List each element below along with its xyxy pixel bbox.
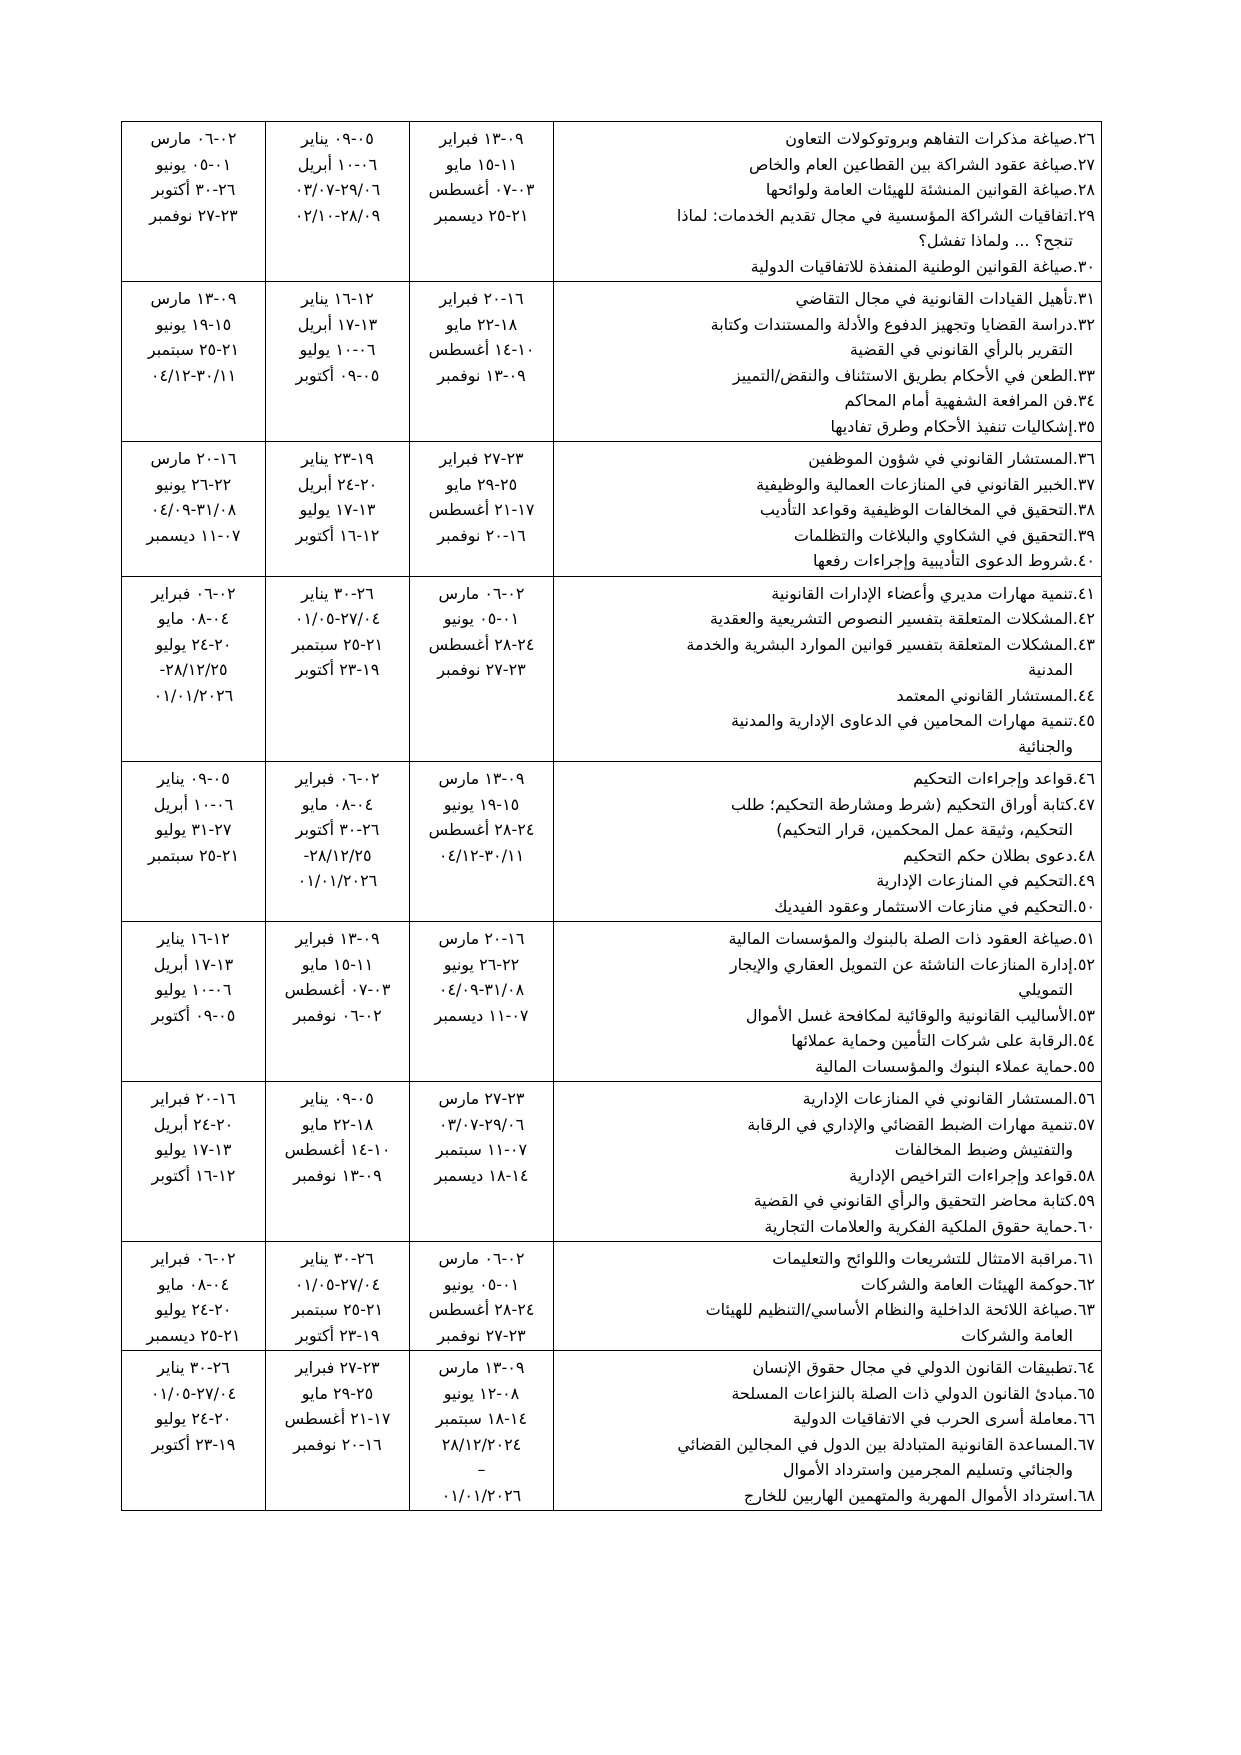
course-number: ٣١.	[1072, 289, 1095, 308]
schedule-block	[122, 1082, 1102, 1242]
schedule-block	[122, 922, 1102, 1082]
session-date: ٢٠-٢٤ يوليو	[155, 1300, 232, 1319]
session-date: ٢٧/٠٤-٠١/٠٥	[150, 1383, 237, 1403]
course-item	[560, 792, 1095, 818]
course-item	[560, 708, 1095, 734]
course-title: قواعد وإجراءات التحكيم	[913, 769, 1073, 788]
course-item	[560, 1028, 1095, 1054]
session-dates-cell	[410, 282, 554, 442]
course-title: تنمية مهارات مديري وأعضاء الإدارات القانونية	[771, 583, 1073, 603]
session-date: ١٠-١٤ أغسطس	[428, 340, 535, 359]
course-item	[560, 683, 1095, 709]
course-title: فن المرافعة الشفهية أمام المحاكم	[844, 391, 1073, 410]
course-number: ٦٥.	[1072, 1383, 1095, 1403]
session-date: ٢٨/١٢/٢٥-	[159, 660, 228, 679]
course-item	[560, 126, 1095, 152]
course-number: ٤٧.	[1072, 794, 1095, 814]
session-date: ١٦-٢٠ نوفمبر	[293, 1434, 382, 1454]
course-number: ٥٣.	[1072, 1005, 1095, 1025]
course-item	[560, 1483, 1095, 1509]
course-list-cell	[554, 922, 1102, 1082]
session-date: ٠٥-٠٩ أكتوبر	[295, 365, 380, 385]
course-number: ٣٤.	[1072, 391, 1095, 410]
course-number: ٥٦.	[1072, 1089, 1095, 1108]
session-dates-cell	[410, 576, 554, 762]
session-date: ١٨-٢٢ مايو	[445, 314, 518, 334]
course-schedule-table	[121, 121, 1102, 1511]
course-title-continuation: التمويلي	[1018, 980, 1073, 999]
course-number: ٥٢.	[1072, 954, 1095, 974]
course-title: كتابة محاضر التحقيق والرأي القانوني في القضية	[753, 1191, 1073, 1210]
session-date: ١٩-٢٣ أكتوبر	[295, 660, 380, 679]
session-dates-cell	[266, 1082, 410, 1242]
session-date: ١١-١٥ مايو	[301, 954, 374, 974]
course-title-continuation: المدنية	[1028, 660, 1073, 679]
course-title: المستشار القانوني المعتمد	[896, 685, 1073, 705]
session-date: ٢١-٢٥ سبتمبر	[147, 845, 240, 865]
course-title: التحكيم في منازعات الاستثمار وعقود الفيديك	[774, 896, 1073, 916]
course-list-cell	[554, 576, 1102, 762]
session-date: ٢١-٢٥ ديسمبر	[434, 205, 529, 225]
course-list-cell	[554, 762, 1102, 922]
session-date: ٢٩/٠٦-٠٣/٠٧	[294, 180, 381, 199]
session-date: ٠١/٠١/٢٠٢٦	[441, 1485, 522, 1505]
session-date: ١٩-٢٣ أكتوبر	[151, 1434, 236, 1454]
session-date: ٠٢-٠٦ فبراير	[295, 769, 380, 788]
course-title: صياغة القوانين الوطنية المنفذة للاتفاقيات الدولية	[750, 256, 1073, 276]
course-number: ٣٣.	[1072, 365, 1095, 385]
session-date: ١٧-٢١ أغسطس	[428, 500, 535, 519]
session-date: ٠٥-٠٩ يناير	[157, 769, 230, 788]
course-item	[560, 1188, 1095, 1214]
course-number: ٢٨.	[1072, 180, 1095, 199]
session-dates-cell	[122, 122, 266, 282]
session-dates-cell	[410, 1351, 554, 1511]
session-date: ١٠-١٤ أغسطس	[284, 1140, 391, 1159]
session-dates-cell	[266, 122, 410, 282]
session-date: ١٣-١٧ يوليو	[299, 500, 376, 519]
course-number: ٥١.	[1072, 929, 1095, 948]
session-date: ٠٥-٠٩ أكتوبر	[151, 1005, 236, 1025]
session-date: ٢٦-٣٠ يناير	[301, 1249, 374, 1268]
course-title: التحقيق في الشكاوي والبلاغات والتظلمات	[793, 525, 1073, 545]
course-item	[560, 1432, 1095, 1458]
session-date: ٢٣-٢٧ فبراير	[439, 449, 524, 468]
session-date: ٢٧/٠٤-٠١/٠٥	[294, 609, 381, 628]
session-dates-cell	[266, 576, 410, 762]
course-title: حماية عملاء البنوك والمؤسسات المالية	[815, 1056, 1073, 1076]
session-date: ١٣-١٧ أبريل	[153, 954, 234, 974]
course-item	[560, 952, 1095, 978]
session-date: ٠٩-١٣ مارس	[438, 769, 525, 788]
session-date: ٢٦-٣٠ يناير	[301, 583, 374, 603]
session-date: ٢١-٢٥ سبتمبر	[147, 340, 240, 359]
course-number: ٦٦.	[1072, 1409, 1095, 1428]
session-date: –	[477, 1460, 486, 1479]
session-dates-cell	[410, 1242, 554, 1351]
session-date: ١٢-١٦ يناير	[157, 929, 230, 948]
session-date: ٠٩-١٣ نوفمبر	[437, 365, 526, 385]
course-title: صياغة اللائحة الداخلية والنظام الأساسي/التنظيم للهيئات	[705, 1300, 1073, 1319]
session-date: ٠٢-٠٦ فبراير	[151, 1249, 236, 1268]
course-list-cell	[554, 442, 1102, 577]
course-item	[560, 1246, 1095, 1272]
course-number: ٦٢.	[1072, 1274, 1095, 1294]
session-date: ١٢-١٦ أكتوبر	[151, 1165, 236, 1185]
course-title: إشكاليات تنفيذ الأحكام وطرق تفاديها	[830, 416, 1073, 436]
course-title-continuation: التقرير بالرأي القانوني في القضية	[849, 340, 1073, 359]
session-date: ٠١-٠٥ يونيو	[443, 1274, 520, 1294]
course-title: المستشار القانوني في شؤون الموظفين	[808, 449, 1073, 468]
course-item	[560, 926, 1095, 952]
course-list-cell	[554, 1242, 1102, 1351]
session-date: ١٦-٢٠ فبراير	[151, 1089, 236, 1108]
session-date: ١٩-٢٣ أكتوبر	[295, 1325, 380, 1345]
session-date: ٢٧-٣١ يوليو	[155, 820, 232, 839]
course-title: دعوى بطلان حكم التحكيم	[902, 845, 1073, 865]
session-dates-cell	[122, 442, 266, 577]
session-date: ١٥-١٩ يونيو	[155, 314, 232, 334]
course-number: ٤٨.	[1072, 845, 1095, 865]
course-number: ٤٥.	[1072, 711, 1095, 730]
course-number: ٢٦.	[1072, 129, 1095, 148]
course-item	[560, 581, 1095, 607]
course-number: ٥٤.	[1072, 1031, 1095, 1050]
course-title-continuation: والجنائية	[1018, 736, 1073, 756]
session-date: ٠٢-٠٦ فبراير	[151, 583, 236, 603]
session-date: ٢٢-٢٦ يونيو	[155, 474, 232, 494]
session-date: ١٦-٢٠ مارس	[438, 929, 525, 948]
course-title-continuation: تنجح؟ ... ولماذا تفشل؟	[918, 231, 1073, 250]
course-item	[560, 1406, 1095, 1432]
course-number: ٢٩.	[1072, 205, 1095, 225]
course-item	[560, 1163, 1095, 1189]
session-date: ٠٣-٠٧ أغسطس	[428, 180, 535, 199]
course-title: المشكلات المتعلقة بتفسير النصوص التشريعية والعقدية	[709, 609, 1073, 628]
session-date: ٢٨/٠٩-٠٢/١٠	[294, 205, 381, 225]
course-number: ٦٠.	[1072, 1216, 1095, 1236]
session-dates-cell	[122, 1082, 266, 1242]
session-date: ٠٢-٠٦ مارس	[438, 1249, 525, 1268]
course-title-continuation: العامة والشركات	[961, 1325, 1073, 1345]
session-date: ٠٦-١٠ أبريل	[153, 794, 234, 814]
session-date: ٣٠/١١-٠٤/١٢	[150, 365, 237, 385]
course-number: ٣٥.	[1072, 416, 1095, 436]
course-item	[560, 894, 1095, 920]
schedule-body	[122, 122, 1102, 1511]
course-number: ٢٧.	[1072, 154, 1095, 174]
session-date: ٢٣-٢٧ نوفمبر	[437, 1325, 526, 1345]
course-title: كتابة أوراق التحكيم (شرط ومشارطة التحكيم؛ طلب	[730, 794, 1073, 814]
session-date: ٢٥-٢٩ مايو	[301, 1383, 374, 1403]
course-item	[560, 1297, 1095, 1323]
session-date: ٢١-٢٥ ديسمبر	[146, 1325, 241, 1345]
session-date: ٠٤-٠٨ مايو	[157, 609, 230, 628]
course-number: ٥٠.	[1072, 896, 1095, 916]
course-item	[560, 203, 1095, 229]
course-number: ٣٩.	[1072, 525, 1095, 545]
session-date: ٠٦-١٠ أبريل	[297, 154, 378, 174]
course-number: ٥٩.	[1072, 1191, 1095, 1210]
session-date: ٠٩-١٣ فبراير	[295, 929, 380, 948]
course-number: ٤٣.	[1072, 634, 1095, 654]
session-date: ١٩-٢٣ يناير	[301, 449, 374, 468]
course-title: تطبيقات القانون الدولي في مجال حقوق الإنسان	[752, 1358, 1073, 1377]
course-item	[560, 843, 1095, 869]
course-number: ٦٧.	[1072, 1434, 1095, 1454]
session-date: ١٦-٢٠ مارس	[150, 449, 237, 468]
session-date: ٢٤-٢٨ أغسطس	[428, 1300, 535, 1319]
session-date: ٠٣-٠٧ أغسطس	[284, 980, 391, 999]
session-date: ٠٢-٠٦ مارس	[438, 583, 525, 603]
course-title: تأهيل القيادات القانونية في مجال التقاضي	[795, 289, 1073, 308]
course-number: ٣٨.	[1072, 500, 1095, 519]
session-dates-cell	[266, 762, 410, 922]
course-number: ٤٩.	[1072, 871, 1095, 890]
session-date: ٢٠-٢٤ أبريل	[297, 474, 378, 494]
course-title: التحكيم في المنازعات الإدارية	[876, 871, 1073, 890]
schedule-block	[122, 442, 1102, 577]
course-title: الرقابة على شركات التأمين وحماية عملائها	[791, 1031, 1073, 1050]
session-date: ٠٢-٠٦ نوفمبر	[293, 1005, 382, 1025]
session-dates-cell	[122, 762, 266, 922]
session-date: ٠٥-٠٩ يناير	[301, 1089, 374, 1108]
session-date: ١٣-١٧ أبريل	[297, 314, 378, 334]
course-list-cell	[554, 282, 1102, 442]
course-title: صياغة القوانين المنشئة للهيئات العامة ولوائحها	[765, 180, 1073, 199]
course-title: صياغة عقود الشراكة بين القطاعين العام والخاص	[749, 154, 1073, 174]
course-item	[560, 388, 1095, 414]
course-title: المساعدة القانونية المتبادلة بين الدول في المجالين القضائي	[677, 1434, 1073, 1454]
course-item	[560, 1355, 1095, 1381]
session-date: ٣١/٠٨-٠٤/٠٩	[150, 500, 237, 519]
session-date: ٠٦-١٠ يوليو	[155, 980, 232, 999]
session-dates-cell	[122, 922, 266, 1082]
course-title: استرداد الأموال المهربة والمتهمين الهاربين للخارج	[743, 1485, 1073, 1505]
course-number: ٣٢.	[1072, 314, 1095, 334]
course-title: التحقيق في المخالفات الوظيفية وقواعد التأديب	[759, 500, 1073, 519]
course-item	[560, 523, 1095, 549]
course-item	[560, 632, 1095, 658]
session-date: ٠٧-١١ سبتمبر	[435, 1140, 528, 1159]
course-number: ٤٢.	[1072, 609, 1095, 628]
course-title: المشكلات المتعلقة بتفسير قوانين الموارد البشرية والخدمة	[686, 634, 1073, 654]
course-list-cell	[554, 1082, 1102, 1242]
course-title: الأساليب القانونية والوقائية لمكافحة غسل الأموال	[745, 1005, 1073, 1025]
course-title: حماية حقوق الملكية الفكرية والعلامات التجارية	[764, 1216, 1073, 1236]
course-number: ٤١.	[1072, 583, 1095, 603]
course-number: ٦٤.	[1072, 1358, 1095, 1377]
session-date: ١٦-٢٠ فبراير	[439, 289, 524, 308]
session-date: ٠٩-١٣ مارس	[438, 1358, 525, 1377]
session-date: ١٨-٢٢ مايو	[301, 1114, 374, 1134]
course-item	[560, 1214, 1095, 1240]
course-number: ٦٣.	[1072, 1300, 1095, 1319]
course-number: ٣٠.	[1072, 256, 1095, 276]
course-item	[560, 312, 1095, 338]
course-item	[560, 1272, 1095, 1298]
course-title: دراسة القضايا وتجهيز الدفوع والأدلة والمستندات وكتابة	[710, 314, 1073, 334]
course-item	[560, 286, 1095, 312]
course-item	[560, 446, 1095, 472]
session-date: ٢٦-٣٠ يناير	[157, 1358, 230, 1377]
course-title: إدارة المنازعات الناشئة عن التمويل العقاري والإيجار	[729, 954, 1073, 974]
session-dates-cell	[410, 122, 554, 282]
session-date: ١٢-١٦ يناير	[301, 289, 374, 308]
session-dates-cell	[266, 922, 410, 1082]
course-title: صياغة العقود ذات الصلة بالبنوك والمؤسسات المالية	[728, 929, 1073, 948]
session-date: ٢٣-٢٧ فبراير	[295, 1358, 380, 1377]
course-title: حوكمة الهيئات العامة والشركات	[860, 1274, 1073, 1294]
session-date: ٢٣-٢٧ نوفمبر	[149, 205, 238, 225]
course-item	[560, 1381, 1095, 1407]
course-number: ٣٦.	[1072, 449, 1095, 468]
session-dates-cell	[266, 1351, 410, 1511]
course-item	[560, 254, 1095, 280]
session-date: ٠١/٠١/٢٠٢٦	[297, 871, 378, 890]
session-date: ٣١/٠٨-٠٤/٠٩	[438, 980, 525, 999]
session-date: ٠٦-١٠ يوليو	[299, 340, 376, 359]
session-date: ٠٤-٠٨ مايو	[301, 794, 374, 814]
schedule-block	[122, 1351, 1102, 1511]
course-title: الطعن في الأحكام بطريق الاستئناف والنقض/التمييز	[732, 365, 1073, 385]
session-date: ٢٨/١٢/٢٥-	[303, 845, 372, 865]
course-title-continuation: التحكيم، وثيقة عمل المحكمين، قرار التحكيم)	[776, 820, 1073, 839]
course-title: المستشار القانوني في المنازعات الإدارية	[802, 1089, 1073, 1108]
course-item	[560, 497, 1095, 523]
session-date: ٢١-٢٥ سبتمبر	[291, 634, 384, 654]
session-date: ٢٧/٠٤-٠١/٠٥	[294, 1274, 381, 1294]
course-item	[560, 1086, 1095, 1112]
session-dates-cell	[266, 282, 410, 442]
schedule-block	[122, 576, 1102, 762]
course-title-continuation: والتفتيش وضبط المخالفات	[894, 1140, 1073, 1159]
session-date: ٠٥-٠٩ يناير	[301, 129, 374, 148]
course-title: اتفاقيات الشراكة المؤسسية في مجال تقديم الخدمات: لماذا	[676, 205, 1073, 225]
session-dates-cell	[266, 442, 410, 577]
course-title: تنمية مهارات الضبط القضائي والإداري في الرقابة	[747, 1114, 1073, 1134]
session-date: ٠٩-١٣ نوفمبر	[293, 1165, 382, 1185]
session-date: ١٢-١٦ أكتوبر	[295, 525, 380, 545]
session-date: ٢٦-٣٠ أكتوبر	[295, 820, 380, 839]
session-date: ٠٧-١١ ديسمبر	[434, 1005, 529, 1025]
session-dates-cell	[410, 762, 554, 922]
course-title: معاملة أسرى الحرب في الاتفاقيات الدولية	[792, 1409, 1073, 1428]
session-date: ١٤-١٨ سبتمبر	[435, 1409, 528, 1428]
course-number: ٦٨.	[1072, 1485, 1095, 1505]
schedule-block	[122, 762, 1102, 922]
session-date: ٢٠-٢٤ يوليو	[155, 1409, 232, 1428]
session-date: ٢٦-٣٠ أكتوبر	[151, 180, 236, 199]
course-item	[560, 548, 1095, 574]
course-item	[560, 606, 1095, 632]
session-date: ٢٢-٢٦ يونيو	[443, 954, 520, 974]
session-date: ٢٣-٢٧ نوفمبر	[437, 660, 526, 679]
course-title: صياغة مذكرات التفاهم وبروتوكولات التعاون	[785, 129, 1073, 148]
course-list-cell	[554, 122, 1102, 282]
session-date: ٠١-٠٥ يونيو	[443, 609, 520, 628]
session-dates-cell	[410, 442, 554, 577]
course-item	[560, 1003, 1095, 1029]
session-date: ٢٤-٢٨ أغسطس	[428, 634, 535, 654]
course-number: ٥٧.	[1072, 1114, 1095, 1134]
session-date: ٢٠-٢٤ يوليو	[155, 634, 232, 654]
course-title: تنمية مهارات المحامين في الدعاوى الإدارية والمدنية	[731, 711, 1073, 730]
course-title-continuation: والجنائي وتسليم المجرمين واسترداد الأموال	[782, 1460, 1073, 1479]
course-title: قواعد وإجراءات التراخيص الإدارية	[849, 1165, 1073, 1185]
session-date: ٢٨/١٢/٢٠٢٤	[441, 1434, 522, 1454]
course-number: ٤٦.	[1072, 769, 1095, 788]
course-title: شروط الدعوى التأديبية وإجراءات رفعها	[813, 551, 1073, 570]
session-date: ٠٧-١١ ديسمبر	[146, 525, 241, 545]
session-date: ١٧-٢١ أغسطس	[284, 1409, 391, 1428]
session-date: ٠٢-٠٦ مارس	[150, 129, 237, 148]
course-item	[560, 177, 1095, 203]
session-date: ١١-١٥ مايو	[445, 154, 518, 174]
session-date: ٢١-٢٥ سبتمبر	[291, 1300, 384, 1319]
course-number: ٤٠.	[1072, 551, 1095, 570]
session-date: ٢٩/٠٦-٠٣/٠٧	[438, 1114, 525, 1134]
session-date: ٢٥-٢٩ مايو	[445, 474, 518, 494]
session-date: ٢٣-٢٧ مارس	[438, 1089, 525, 1108]
course-number: ٥٨.	[1072, 1165, 1095, 1185]
course-title: مراقبة الامتثال للتشريعات واللوائح والتعليمات	[772, 1249, 1073, 1268]
session-dates-cell	[410, 1082, 554, 1242]
course-item	[560, 1112, 1095, 1138]
course-item	[560, 414, 1095, 440]
course-list-cell	[554, 1351, 1102, 1511]
schedule-block	[122, 1242, 1102, 1351]
session-date: ٣٠/١١-٠٤/١٢	[438, 845, 525, 865]
session-date: ٢٠-٢٤ أبريل	[153, 1114, 234, 1134]
session-dates-cell	[122, 576, 266, 762]
session-date: ٠١-٠٥ يونيو	[155, 154, 232, 174]
course-item	[560, 868, 1095, 894]
course-number: ٤٤.	[1072, 685, 1095, 705]
session-date: ١٦-٢٠ نوفمبر	[437, 525, 526, 545]
schedule-block	[122, 282, 1102, 442]
session-dates-cell	[122, 1242, 266, 1351]
course-item	[560, 152, 1095, 178]
session-date: ٠٤-٠٨ مايو	[157, 1274, 230, 1294]
course-number: ٣٧.	[1072, 474, 1095, 494]
session-dates-cell	[410, 922, 554, 1082]
course-number: ٥٥.	[1072, 1056, 1095, 1076]
course-item	[560, 766, 1095, 792]
session-date: ١٥-١٩ يونيو	[443, 794, 520, 814]
session-dates-cell	[122, 282, 266, 442]
course-title: مبادئ القانون الدولي ذات الصلة بالنزاعات المسلحة	[731, 1383, 1073, 1403]
schedule-block	[122, 122, 1102, 282]
session-date: ٢٤-٢٨ أغسطس	[428, 820, 535, 839]
course-item	[560, 472, 1095, 498]
session-date: ٠١/٠١/٢٠٢٦	[153, 685, 234, 705]
session-dates-cell	[122, 1351, 266, 1511]
course-title: الخبير القانوني في المنازعات العمالية والوظيفية	[756, 474, 1073, 494]
session-dates-cell	[266, 1242, 410, 1351]
session-date: ٠٨-١٢ يونيو	[443, 1383, 520, 1403]
session-date: ٠٩-١٣ فبراير	[439, 129, 524, 148]
session-date: ١٤-١٨ ديسمبر	[434, 1165, 529, 1185]
course-number: ٦١.	[1072, 1249, 1095, 1268]
course-item	[560, 1054, 1095, 1080]
course-item	[560, 363, 1095, 389]
session-date: ٠٩-١٣ مارس	[150, 289, 237, 308]
session-date: ١٣-١٧ يوليو	[155, 1140, 232, 1159]
